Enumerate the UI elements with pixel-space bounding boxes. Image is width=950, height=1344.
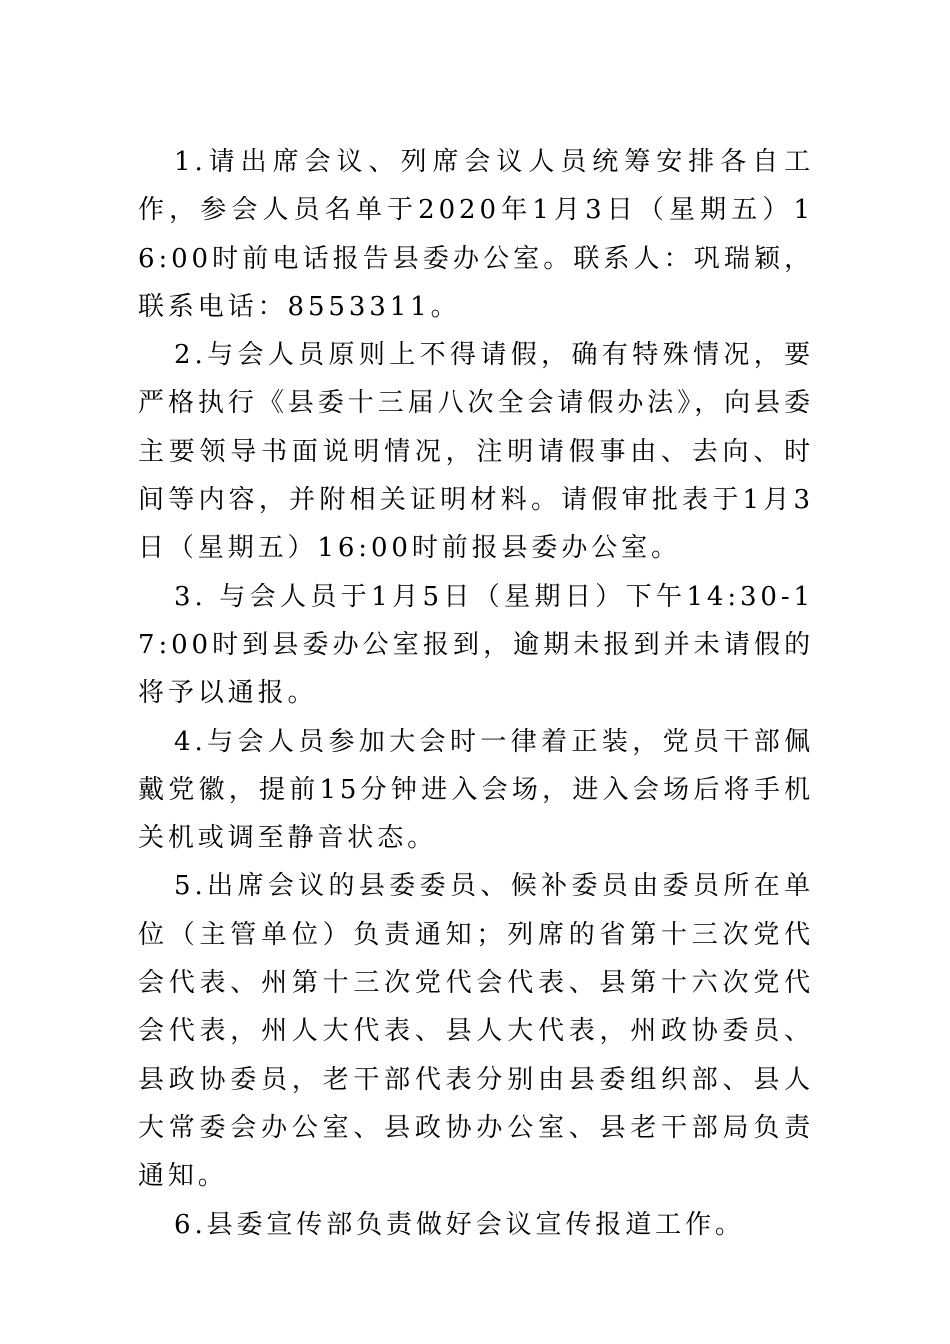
paragraph-3: 3. 与会人员于1月5日（星期日）下午14:30-17:00时到县委办公室报到，逾期未报到并未请假的将予以通报。 <box>138 581 814 709</box>
document-body <box>138 138 814 1249</box>
paragraph-4: 4.与会人员参加大会时一律着正装，党员干部佩戴党徽，提前15分钟进入会场，进入会场后将手机关机或调至静音状态。 <box>138 726 814 854</box>
paragraph-6: 6.县委宣传部负责做好会议宣传报道工作。 <box>174 1209 745 1240</box>
paragraph-2: 2.与会人员原则上不得请假，确有特殊情况，要严格执行《县委十三届八次全会请假办法》，向县委主要领导书面说明情况，注明请假事由、去向、时间等内容，并附相关证明材料。请假审批表于1月3日（星期五）16:00时前报县委办公室。 <box>138 340 814 564</box>
paragraph-1: 1.请出席会议、列席会议人员统筹安排各自工作，参会人员名单于2020年1月3日（星期五）16:00时前电话报告县委办公室。联系人：巩瑞颖，联系电话：8553311。 <box>138 147 814 322</box>
paragraph-5: 5.出席会议的县委委员、候补委员由委员所在单位（主管单位）负责通知；列席的省第十三次党代会代表、州第十三次党代会代表、县第十六次党代会代表，州人大代表、县人大代表，州政协委员、县政协委员，老干部代表分别由县委组织部、县人大常委会办公室、县政协办公室、县老干部局负责通知。 <box>138 871 814 1192</box>
